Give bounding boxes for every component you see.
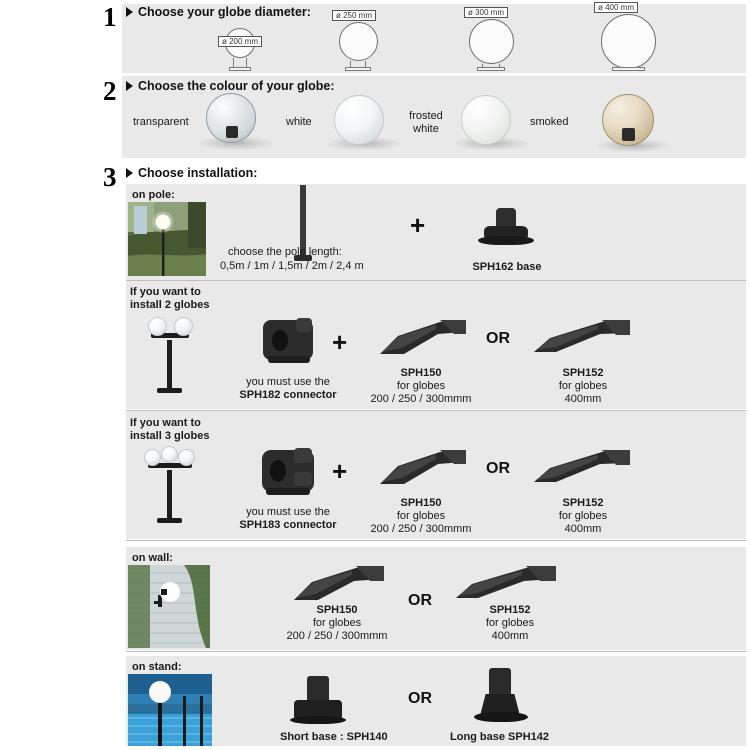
install-on-stand-panel (126, 656, 746, 746)
long-base-label: Long base SPH142 (450, 731, 550, 743)
globe-outline-300 (469, 19, 514, 64)
sph150-code-3globes: SPH150 (400, 497, 442, 509)
globe-250-label: ø 250 mm (332, 10, 376, 21)
globe-colour-transparent-label: transparent (133, 116, 189, 128)
sph152-code-2globes: SPH152 (562, 367, 604, 379)
sph182-text-l1: you must use the (246, 376, 330, 388)
on-pole-photo (128, 202, 206, 276)
lamp-globe-center (161, 446, 178, 463)
sph150-line3-2globes: 200 / 250 / 300mmm (370, 393, 472, 405)
or-stand: OR (408, 690, 432, 707)
globe-white (334, 95, 384, 145)
sph182-text-l2: SPH182 connector (239, 389, 337, 401)
sph152-line3-2globes: 400mm (564, 393, 602, 405)
lamp-globe-left (148, 317, 167, 336)
triangle-icon (126, 81, 133, 91)
install-on-wall-panel (126, 547, 746, 650)
globe-400-label: ø 400 mm (594, 2, 638, 13)
pole-length-line1: choose the pole length: (228, 246, 342, 258)
sph152-code-wall: SPH152 (489, 604, 531, 616)
install-2-globes-title-l1: If you want to (130, 286, 201, 298)
triangle-icon (126, 168, 133, 178)
install-3-globes-title-l2: install 3 globes (130, 430, 210, 442)
step3-title: Choose installation: (138, 166, 258, 180)
sph183-text-l1: you must use the (246, 506, 330, 518)
step1-title: Choose your globe diameter: (138, 5, 311, 19)
install-on-stand-title: on stand: (132, 661, 182, 673)
sph150-line2-wall: for globes (312, 617, 362, 629)
lamp-globe-left (144, 449, 161, 466)
step3-number: 3 (103, 162, 117, 192)
step2-title-bar (126, 79, 335, 93)
lamp-globe-right (174, 317, 193, 336)
install-3-globes-title-l1: If you want to (130, 417, 201, 429)
sph152-line2-2globes: for globes (558, 380, 608, 392)
globe-200-label: ø 200 mm (218, 36, 262, 47)
sph162-base-label: SPH162 base (472, 261, 542, 273)
on-stand-photo (128, 674, 212, 746)
divider-3 (126, 540, 746, 541)
globe-colour-smoked-label: smoked (530, 116, 569, 128)
globe-post-base-300 (477, 67, 505, 71)
on-wall-photo (128, 565, 210, 648)
or-3globes: OR (486, 460, 510, 477)
sph150-line2-2globes: for globes (396, 380, 446, 392)
plus-sign-2globes: + (332, 327, 348, 357)
plus-sign-pole: + (410, 210, 426, 240)
divider-4 (126, 651, 746, 652)
install-on-wall-title: on wall: (132, 552, 173, 564)
sph150-line3-3globes: 200 / 250 / 300mmm (370, 523, 472, 535)
step1-number: 1 (103, 2, 117, 32)
sph150-line2-3globes: for globes (396, 510, 446, 522)
globe-frosted-white (461, 95, 511, 145)
install-on-pole-panel (126, 184, 746, 280)
globe-colour-frosted-line1: frosted (409, 110, 443, 122)
install-on-pole-title: on pole: (132, 189, 175, 201)
globe-post-base-200 (229, 67, 251, 71)
sph152-line2-wall: for globes (485, 617, 535, 629)
globe-post-base-400 (612, 67, 645, 71)
pole-length-line2: 0,5m / 1m / 1,5m / 2m / 2,4 m (220, 260, 364, 272)
sph152-code-3globes: SPH152 (562, 497, 604, 509)
globe-outline-400 (601, 14, 656, 69)
globe-neck (622, 128, 635, 141)
step2-number: 2 (103, 76, 117, 106)
sph150-line3-wall: 200 / 250 / 300mmm (286, 630, 388, 642)
step2-title: Choose the colour of your globe: (138, 79, 335, 93)
triangle-icon (126, 7, 133, 17)
or-wall: OR (408, 592, 432, 609)
plus-sign-3globes: + (332, 456, 348, 486)
install-2-globes-title-l2: install 2 globes (130, 299, 210, 311)
globe-colour-frosted-line2: white (413, 123, 439, 135)
sph152-line3-3globes: 400mm (564, 523, 602, 535)
globe-colour-white-label: white (286, 116, 312, 128)
lamp-globe-right (178, 449, 195, 466)
step1-title-bar (126, 5, 311, 19)
short-base-label: Short base : SPH140 (280, 731, 388, 743)
sph152-line2-3globes: for globes (558, 510, 608, 522)
step3-title-bar (126, 166, 257, 180)
globe-neck (226, 126, 238, 138)
globe-post-base-250 (345, 67, 371, 71)
or-2globes: OR (486, 330, 510, 347)
sph150-code-2globes: SPH150 (400, 367, 442, 379)
sph183-text-l2: SPH183 connector (239, 519, 337, 531)
sph152-line3-wall: 400mm (491, 630, 529, 642)
sph150-code-wall: SPH150 (316, 604, 358, 616)
globe-300-label: ø 300 mm (464, 7, 508, 18)
globe-outline-250 (339, 22, 378, 61)
